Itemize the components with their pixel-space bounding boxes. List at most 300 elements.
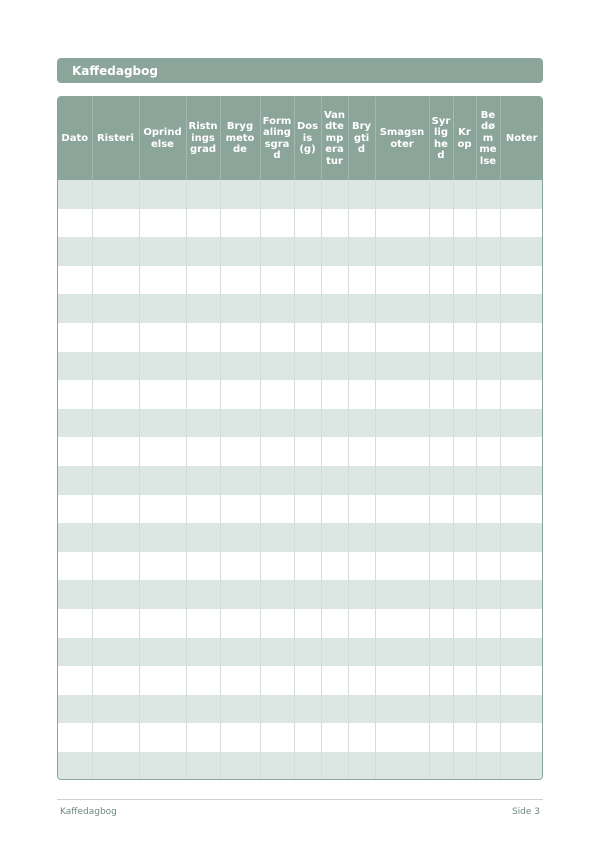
table-cell[interactable]	[453, 695, 476, 724]
table-cell[interactable]	[429, 580, 453, 609]
table-cell[interactable]	[500, 180, 543, 209]
table-cell[interactable]	[453, 437, 476, 466]
table-cell[interactable]	[186, 209, 220, 238]
table-cell[interactable]	[260, 209, 294, 238]
table-cell[interactable]	[476, 695, 500, 724]
table-cell[interactable]	[58, 237, 92, 266]
table-cell[interactable]	[260, 523, 294, 552]
table-cell[interactable]	[500, 723, 543, 752]
table-cell[interactable]	[429, 723, 453, 752]
table-cell[interactable]	[453, 723, 476, 752]
table-cell[interactable]	[220, 466, 260, 495]
table-cell[interactable]	[429, 323, 453, 352]
table-cell[interactable]	[321, 752, 348, 780]
table-cell[interactable]	[375, 180, 429, 209]
table-cell[interactable]	[260, 180, 294, 209]
table-cell[interactable]	[429, 523, 453, 552]
table-cell[interactable]	[58, 180, 92, 209]
table-cell[interactable]	[348, 323, 375, 352]
table-cell[interactable]	[220, 237, 260, 266]
table-cell[interactable]	[500, 266, 543, 295]
table-cell[interactable]	[58, 552, 92, 581]
table-cell[interactable]	[186, 237, 220, 266]
table-cell[interactable]	[476, 580, 500, 609]
table-cell[interactable]	[476, 752, 500, 780]
table-cell[interactable]	[139, 209, 186, 238]
table-cell[interactable]	[348, 466, 375, 495]
table-cell[interactable]	[92, 666, 139, 695]
table-cell[interactable]	[476, 437, 500, 466]
table-cell[interactable]	[92, 180, 139, 209]
table-cell[interactable]	[139, 523, 186, 552]
table-cell[interactable]	[92, 580, 139, 609]
table-cell[interactable]	[321, 437, 348, 466]
table-cell[interactable]	[58, 580, 92, 609]
table-cell[interactable]	[476, 180, 500, 209]
table-cell[interactable]	[139, 609, 186, 638]
table-cell[interactable]	[58, 380, 92, 409]
table-cell[interactable]	[92, 638, 139, 667]
table-cell[interactable]	[260, 609, 294, 638]
table-cell[interactable]	[294, 409, 321, 438]
table-cell[interactable]	[139, 695, 186, 724]
table-cell[interactable]	[220, 380, 260, 409]
table-cell[interactable]	[58, 409, 92, 438]
table-cell[interactable]	[453, 523, 476, 552]
table-cell[interactable]	[348, 523, 375, 552]
table-cell[interactable]	[348, 209, 375, 238]
table-cell[interactable]	[220, 638, 260, 667]
table-cell[interactable]	[186, 638, 220, 667]
table-cell[interactable]	[220, 266, 260, 295]
table-cell[interactable]	[375, 409, 429, 438]
table-cell[interactable]	[186, 466, 220, 495]
table-cell[interactable]	[58, 209, 92, 238]
table-cell[interactable]	[500, 580, 543, 609]
table-cell[interactable]	[453, 323, 476, 352]
table-cell[interactable]	[220, 752, 260, 780]
table-cell[interactable]	[375, 466, 429, 495]
table-cell[interactable]	[375, 237, 429, 266]
table-cell[interactable]	[92, 552, 139, 581]
table-cell[interactable]	[321, 609, 348, 638]
table-cell[interactable]	[220, 580, 260, 609]
table-cell[interactable]	[186, 723, 220, 752]
table-body	[58, 180, 543, 780]
table-cell[interactable]	[294, 266, 321, 295]
table-cell[interactable]	[500, 409, 543, 438]
table-cell[interactable]	[429, 409, 453, 438]
table-cell[interactable]	[321, 237, 348, 266]
table-cell[interactable]	[220, 666, 260, 695]
table-cell[interactable]	[139, 409, 186, 438]
table-cell[interactable]	[348, 495, 375, 524]
table-cell[interactable]	[220, 209, 260, 238]
table-cell[interactable]	[294, 666, 321, 695]
table-cell[interactable]	[321, 666, 348, 695]
table-cell[interactable]	[429, 666, 453, 695]
table-cell[interactable]	[476, 638, 500, 667]
table-cell[interactable]	[139, 180, 186, 209]
table-cell[interactable]	[139, 580, 186, 609]
table-cell[interactable]	[58, 609, 92, 638]
table-cell[interactable]	[348, 380, 375, 409]
table-cell[interactable]	[186, 580, 220, 609]
table-cell[interactable]	[139, 352, 186, 381]
table-cell[interactable]	[220, 723, 260, 752]
table-cell[interactable]	[500, 695, 543, 724]
table-cell[interactable]	[500, 523, 543, 552]
table-cell[interactable]	[260, 380, 294, 409]
table-cell[interactable]	[321, 380, 348, 409]
table-cell[interactable]	[186, 666, 220, 695]
table-cell[interactable]	[453, 180, 476, 209]
table-cell[interactable]	[294, 380, 321, 409]
table-cell[interactable]	[186, 609, 220, 638]
table-cell[interactable]	[260, 638, 294, 667]
table-cell[interactable]	[348, 294, 375, 323]
table-cell[interactable]	[348, 409, 375, 438]
table-cell[interactable]	[58, 723, 92, 752]
table-cell[interactable]	[92, 294, 139, 323]
table-cell[interactable]	[58, 323, 92, 352]
table-cell[interactable]	[500, 437, 543, 466]
table-cell[interactable]	[500, 552, 543, 581]
table-cell[interactable]	[348, 237, 375, 266]
table-cell[interactable]	[186, 495, 220, 524]
table-cell[interactable]	[92, 409, 139, 438]
table-cell[interactable]	[294, 752, 321, 780]
table-cell[interactable]	[186, 266, 220, 295]
table-cell[interactable]	[294, 723, 321, 752]
table-cell[interactable]	[139, 638, 186, 667]
table-cell[interactable]	[58, 294, 92, 323]
table-cell[interactable]	[58, 437, 92, 466]
table-cell[interactable]	[186, 752, 220, 780]
table-cell[interactable]	[58, 752, 92, 780]
table-cell[interactable]	[186, 294, 220, 323]
table-cell[interactable]	[348, 352, 375, 381]
table-cell[interactable]	[321, 552, 348, 581]
table-cell[interactable]	[453, 552, 476, 581]
table-cell[interactable]	[476, 209, 500, 238]
table-cell[interactable]	[220, 180, 260, 209]
table-cell[interactable]	[294, 695, 321, 724]
table-cell[interactable]	[220, 437, 260, 466]
table-cell[interactable]	[294, 466, 321, 495]
table-cell[interactable]	[375, 266, 429, 295]
table-cell[interactable]	[321, 209, 348, 238]
table-cell[interactable]	[453, 752, 476, 780]
table-cell[interactable]	[429, 695, 453, 724]
table-cell[interactable]	[58, 352, 92, 381]
table-cell[interactable]	[453, 666, 476, 695]
table-cell[interactable]	[429, 752, 453, 780]
table-cell[interactable]	[260, 352, 294, 381]
table-cell[interactable]	[476, 523, 500, 552]
table-cell[interactable]	[476, 409, 500, 438]
table-cell[interactable]	[453, 638, 476, 667]
table-cell[interactable]	[429, 609, 453, 638]
table-cell[interactable]	[139, 495, 186, 524]
table-cell[interactable]	[375, 552, 429, 581]
table-cell[interactable]	[500, 638, 543, 667]
table-cell[interactable]	[294, 580, 321, 609]
table-cell[interactable]	[260, 466, 294, 495]
table-cell[interactable]	[429, 237, 453, 266]
table-cell[interactable]	[58, 523, 92, 552]
table-row	[58, 352, 543, 381]
table-cell[interactable]	[500, 237, 543, 266]
table-cell[interactable]	[429, 495, 453, 524]
table-cell[interactable]	[92, 466, 139, 495]
table-cell[interactable]	[429, 437, 453, 466]
table-cell[interactable]	[453, 266, 476, 295]
table-cell[interactable]	[453, 495, 476, 524]
table-cell[interactable]	[375, 666, 429, 695]
table-cell[interactable]	[58, 495, 92, 524]
table-cell[interactable]	[321, 352, 348, 381]
table-cell[interactable]	[260, 552, 294, 581]
table-cell[interactable]	[92, 380, 139, 409]
table-cell[interactable]	[139, 237, 186, 266]
table-cell[interactable]	[260, 266, 294, 295]
coffee-log-table	[57, 96, 543, 780]
table-cell[interactable]	[220, 523, 260, 552]
table-cell[interactable]	[375, 294, 429, 323]
table-cell[interactable]	[429, 209, 453, 238]
table-cell[interactable]	[348, 552, 375, 581]
table-cell[interactable]	[476, 552, 500, 581]
table-cell[interactable]	[139, 437, 186, 466]
table-cell[interactable]	[260, 409, 294, 438]
table-cell[interactable]	[321, 409, 348, 438]
table-cell[interactable]	[186, 552, 220, 581]
table-cell[interactable]	[260, 695, 294, 724]
table-cell[interactable]	[429, 352, 453, 381]
table-cell[interactable]	[375, 638, 429, 667]
table-cell[interactable]	[476, 466, 500, 495]
table-cell[interactable]	[260, 723, 294, 752]
table-cell[interactable]	[294, 209, 321, 238]
table-cell[interactable]	[375, 723, 429, 752]
table-cell[interactable]	[375, 323, 429, 352]
table-cell[interactable]	[348, 723, 375, 752]
table-cell[interactable]	[476, 723, 500, 752]
table-cell[interactable]	[186, 180, 220, 209]
table-cell[interactable]	[186, 323, 220, 352]
table-cell[interactable]	[321, 266, 348, 295]
table-cell[interactable]	[476, 294, 500, 323]
table-cell[interactable]	[348, 180, 375, 209]
table-cell[interactable]	[476, 380, 500, 409]
table-cell[interactable]	[58, 666, 92, 695]
table-cell[interactable]	[186, 695, 220, 724]
table-cell[interactable]	[186, 352, 220, 381]
table-cell[interactable]	[453, 380, 476, 409]
table-cell[interactable]	[453, 352, 476, 381]
table-cell[interactable]	[294, 323, 321, 352]
table-cell[interactable]	[92, 752, 139, 780]
table-cell[interactable]	[260, 666, 294, 695]
table-cell[interactable]	[500, 352, 543, 381]
table-cell[interactable]	[375, 752, 429, 780]
table-cell[interactable]	[429, 294, 453, 323]
table-cell[interactable]	[375, 523, 429, 552]
table-cell[interactable]	[92, 495, 139, 524]
table-cell[interactable]	[92, 523, 139, 552]
table-cell[interactable]	[375, 580, 429, 609]
table-cell[interactable]	[453, 466, 476, 495]
table-cell[interactable]	[500, 466, 543, 495]
table-cell[interactable]	[476, 495, 500, 524]
table-cell[interactable]	[92, 352, 139, 381]
table-cell[interactable]	[220, 552, 260, 581]
table-cell[interactable]	[294, 609, 321, 638]
table-cell[interactable]	[500, 294, 543, 323]
table-cell[interactable]	[429, 638, 453, 667]
column-header-bedommelse: Bedømmelse	[476, 97, 500, 180]
table-cell[interactable]	[58, 695, 92, 724]
table-cell[interactable]	[220, 409, 260, 438]
table-cell[interactable]	[429, 266, 453, 295]
table-cell[interactable]	[500, 752, 543, 780]
table-cell[interactable]	[453, 237, 476, 266]
table-cell[interactable]	[220, 695, 260, 724]
table-cell[interactable]	[348, 695, 375, 724]
column-header-formalingsgrad: Formalingsgrad	[260, 97, 294, 180]
table-cell[interactable]	[375, 609, 429, 638]
table-cell[interactable]	[500, 609, 543, 638]
table-cell[interactable]	[139, 752, 186, 780]
table-cell[interactable]	[220, 495, 260, 524]
table-cell[interactable]	[58, 266, 92, 295]
table-cell[interactable]	[476, 323, 500, 352]
table-cell[interactable]	[294, 294, 321, 323]
table-cell[interactable]	[294, 552, 321, 581]
table-cell[interactable]	[321, 723, 348, 752]
table-cell[interactable]	[476, 609, 500, 638]
table-cell[interactable]	[348, 609, 375, 638]
table-cell[interactable]	[476, 666, 500, 695]
table-cell[interactable]	[220, 323, 260, 352]
table-cell[interactable]	[321, 466, 348, 495]
table-cell[interactable]	[476, 237, 500, 266]
table-cell[interactable]	[453, 409, 476, 438]
table-cell[interactable]	[186, 523, 220, 552]
table-cell[interactable]	[260, 495, 294, 524]
table-cell[interactable]	[220, 609, 260, 638]
table-cell[interactable]	[375, 695, 429, 724]
table-cell[interactable]	[92, 209, 139, 238]
table-cell[interactable]	[186, 409, 220, 438]
table-cell[interactable]	[139, 552, 186, 581]
table-cell[interactable]	[348, 666, 375, 695]
table-cell[interactable]	[294, 495, 321, 524]
table-cell[interactable]	[260, 323, 294, 352]
table-cell[interactable]	[186, 437, 220, 466]
table-cell[interactable]	[139, 466, 186, 495]
table-cell[interactable]	[92, 437, 139, 466]
table-cell[interactable]	[92, 695, 139, 724]
table-cell[interactable]	[260, 752, 294, 780]
table-cell[interactable]	[321, 695, 348, 724]
table-cell[interactable]	[375, 437, 429, 466]
table-cell[interactable]	[139, 723, 186, 752]
table-cell[interactable]	[348, 580, 375, 609]
table-cell[interactable]	[294, 352, 321, 381]
table-cell[interactable]	[321, 180, 348, 209]
table-cell[interactable]	[92, 266, 139, 295]
table-cell[interactable]	[375, 209, 429, 238]
table-cell[interactable]	[375, 495, 429, 524]
table-cell[interactable]	[500, 495, 543, 524]
table-cell[interactable]	[139, 294, 186, 323]
table-cell[interactable]	[294, 237, 321, 266]
table-cell[interactable]	[321, 495, 348, 524]
table-cell[interactable]	[92, 723, 139, 752]
table-cell[interactable]	[500, 380, 543, 409]
table-cell[interactable]	[375, 380, 429, 409]
table-cell[interactable]	[500, 209, 543, 238]
table-cell[interactable]	[429, 180, 453, 209]
table-cell[interactable]	[429, 380, 453, 409]
table-cell[interactable]	[139, 266, 186, 295]
table-cell[interactable]	[453, 294, 476, 323]
table-cell[interactable]	[321, 580, 348, 609]
table-cell[interactable]	[294, 437, 321, 466]
table-cell[interactable]	[260, 294, 294, 323]
table-cell[interactable]	[429, 552, 453, 581]
table-cell[interactable]	[321, 523, 348, 552]
table-cell[interactable]	[321, 294, 348, 323]
table-cell[interactable]	[348, 638, 375, 667]
table-cell[interactable]	[500, 666, 543, 695]
table-cell[interactable]	[348, 437, 375, 466]
table-cell[interactable]	[453, 609, 476, 638]
table-cell[interactable]	[348, 266, 375, 295]
table-cell[interactable]	[294, 180, 321, 209]
table-cell[interactable]	[429, 466, 453, 495]
table-cell[interactable]	[139, 666, 186, 695]
table-cell[interactable]	[476, 352, 500, 381]
table-cell[interactable]	[92, 323, 139, 352]
table-cell[interactable]	[92, 237, 139, 266]
table-cell[interactable]	[453, 209, 476, 238]
table-cell[interactable]	[139, 323, 186, 352]
table-cell[interactable]	[476, 266, 500, 295]
table-cell[interactable]	[92, 609, 139, 638]
table-cell[interactable]	[260, 580, 294, 609]
table-cell[interactable]	[260, 437, 294, 466]
table-cell[interactable]	[321, 638, 348, 667]
table-cell[interactable]	[348, 752, 375, 780]
table-cell[interactable]	[294, 638, 321, 667]
table-cell[interactable]	[321, 323, 348, 352]
table-cell[interactable]	[58, 466, 92, 495]
table-cell[interactable]	[453, 580, 476, 609]
table-cell[interactable]	[500, 323, 543, 352]
table-cell[interactable]	[186, 380, 220, 409]
table-cell[interactable]	[139, 380, 186, 409]
table-cell[interactable]	[260, 237, 294, 266]
table-cell[interactable]	[294, 523, 321, 552]
table-row	[58, 237, 543, 266]
table-cell[interactable]	[58, 638, 92, 667]
table-cell[interactable]	[375, 352, 429, 381]
table-cell[interactable]	[220, 352, 260, 381]
table-cell[interactable]	[220, 294, 260, 323]
